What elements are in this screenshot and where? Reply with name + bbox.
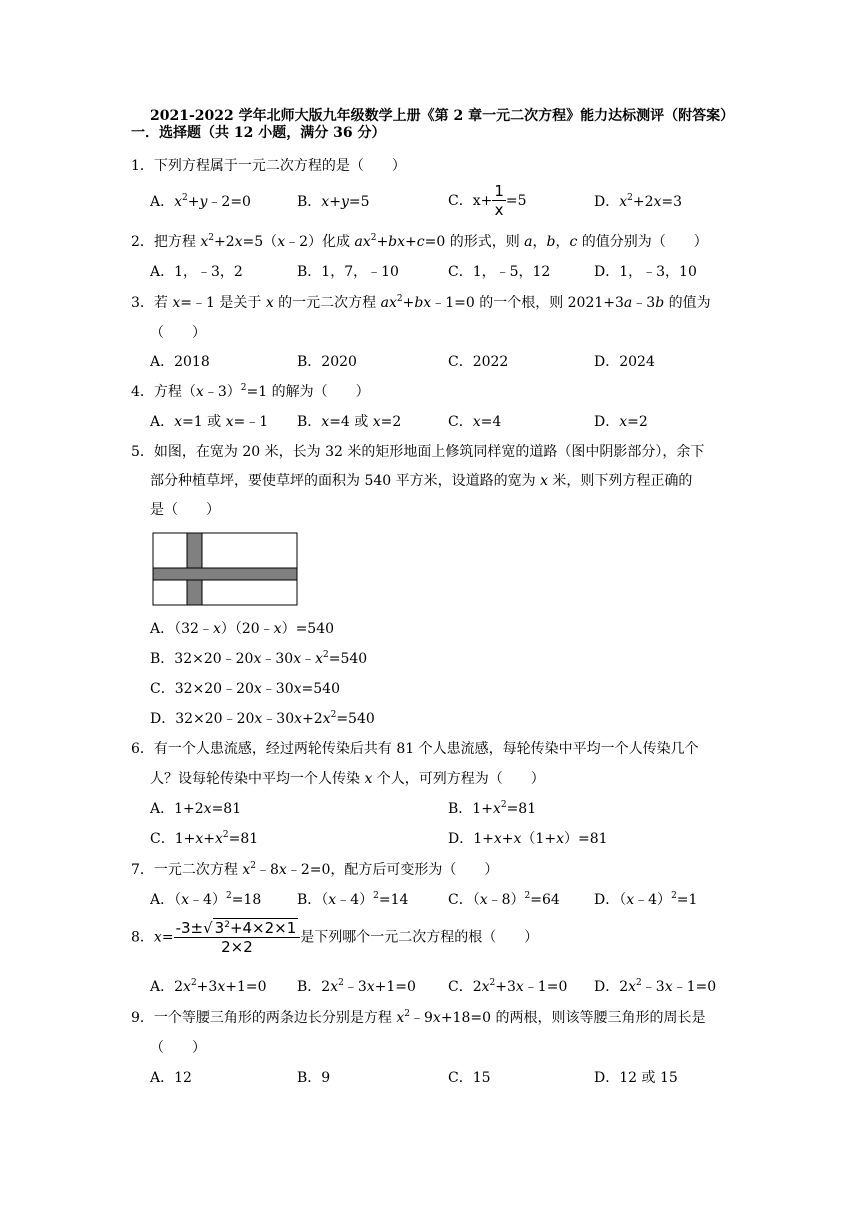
question-5-stem-cont: 部分种植草坪，要使草坪的面积为 540 平方米，设道路的宽为 x 米，则下列方程正确的 bbox=[150, 473, 693, 489]
q7-option-b: B．（x﹣4）$^2$=14 bbox=[297, 891, 409, 908]
question-8-stem: 8．x= $\frac{-3\pm√ 3^2+4\times 2\times 1}{2\times 2}$ 是下列哪个一元二次方程的根（ ） bbox=[131, 919, 539, 956]
question-5-stem-end: 是（ ） bbox=[150, 502, 220, 518]
q4-option-c: C．x=4 bbox=[448, 414, 502, 430]
q4-option-b: B．x=4 或 x=2 bbox=[297, 414, 402, 430]
q8-option-b: B．$2x^2﹣3x+1=0$ bbox=[297, 978, 416, 995]
question-3-stem: 3．若 x=﹣1 是关于 x 的一元二次方程 $ax^2+bx﹣1=0$ 的一个根，则 2021+3a﹣3b 的值为 bbox=[131, 294, 711, 311]
road-diagram bbox=[152, 532, 299, 607]
question-1-stem: 1．下列方程属于一元二次方程的是（ ） bbox=[131, 158, 406, 174]
q2-option-d: D．1，﹣3，10 bbox=[594, 264, 697, 280]
question-5-stem: 5．如图，在宽为 20 米，长为 32 米的矩形地面上修筑同样宽的道路（图中阴影部分），余下 bbox=[131, 444, 705, 460]
q4-option-d: D．x=2 bbox=[594, 414, 648, 430]
q5-option-c: C．32×20﹣20x﹣30x=540 bbox=[150, 681, 340, 697]
q9-option-d: D．12 或 15 bbox=[594, 1070, 678, 1086]
q2-option-b: B．1，7，﹣10 bbox=[297, 264, 399, 280]
question-4-stem: 4．方程（x﹣3）$^2$=1 的解为（ ） bbox=[131, 383, 370, 400]
q1-option-c: C．x+ $\frac{1}{x}$ =5 bbox=[448, 182, 527, 219]
q2-option-a: A．1，﹣3，2 bbox=[150, 264, 243, 280]
q7-option-d: D．（x﹣4）$^2$=1 bbox=[594, 891, 698, 908]
q3-option-b: B．2020 bbox=[297, 354, 357, 370]
horizontal-road bbox=[153, 568, 297, 580]
section-heading: 一．选择题（共 12 小题，满分 36 分） bbox=[131, 125, 386, 141]
question-7-stem: 7．一元二次方程 $x^2﹣8x﹣2=0$，配方后可变形为（ ） bbox=[131, 861, 499, 878]
q5-option-d: D．$32\times 20﹣20x﹣30x+2x^2=540$ bbox=[150, 710, 375, 727]
q9-option-b: B．9 bbox=[297, 1070, 331, 1086]
q9-option-c: C．15 bbox=[448, 1070, 491, 1086]
q6-option-b: B．$1+x^2=81$ bbox=[448, 800, 537, 817]
q8-option-a: A．$2x^2+3x+1=0$ bbox=[150, 978, 267, 995]
q5-option-a: A．（32﹣x）（20﹣x）=540 bbox=[150, 621, 335, 637]
q8-option-c: C．$2x^2+3x﹣1=0$ bbox=[448, 978, 568, 995]
q6-option-c: C．$1+x+x^2=81$ bbox=[150, 830, 259, 847]
question-3-stem-cont: （ ） bbox=[150, 325, 206, 341]
q8-option-d: D．$2x^2﹣3x﹣1=0$ bbox=[594, 978, 717, 995]
q4-option-a: A．x=1 或 x=﹣1 bbox=[150, 414, 269, 430]
q9-option-a: A．12 bbox=[150, 1070, 192, 1086]
q1-option-d: D．$x^2+2x=3$ bbox=[594, 193, 683, 210]
q7-option-c: C．（x﹣8）$^2$=64 bbox=[448, 891, 560, 908]
q6-option-a: A．1+2x=81 bbox=[150, 801, 242, 817]
q3-option-d: D．2024 bbox=[594, 354, 655, 370]
question-6-stem-cont: 人？设每轮传染中平均一个人传染 x 个人，可列方程为（ ） bbox=[150, 771, 545, 787]
quadratic-formula-fraction: $\frac{-3\pm√ 3^2+4\times 2\times 1}{2\times 2}$ bbox=[174, 919, 301, 956]
q3-option-a: A．2018 bbox=[150, 354, 210, 370]
question-9-stem-cont: （ ） bbox=[150, 1040, 206, 1056]
document-title: 2021-2022 学年北师大版九年级数学上册《第 2 章一元二次方程》能力达标测评（附答案） bbox=[150, 108, 735, 124]
q1-option-b: B．x+y=5 bbox=[297, 194, 370, 210]
fraction: $\frac{1}{x}$ bbox=[494, 182, 504, 219]
question-2-stem: 2．把方程 $x^2+2x=5(x﹣2)$化成 $ax^2+bx+c=0$ 的形式，则 a，b，c 的值分别为（ ） bbox=[131, 233, 708, 250]
q1-option-a: A．$x^2+y﹣2=0$ bbox=[150, 193, 251, 210]
q7-option-a: A．（x﹣4）$^2$=18 bbox=[150, 891, 262, 908]
question-6-stem: 6．有一个人患流感，经过两轮传染后共有 81 个人患流感，每轮传染中平均一个人传染几个 bbox=[131, 741, 699, 757]
q6-option-d: D．1+x+x（1+x）=81 bbox=[448, 831, 608, 847]
q3-option-c: C．2022 bbox=[448, 354, 509, 370]
q2-option-c: C．1，﹣5，12 bbox=[448, 264, 551, 280]
q5-option-b: B．$32\times 20﹣20x﹣30x﹣x^2=540$ bbox=[150, 650, 368, 667]
question-9-stem: 9．一个等腰三角形的两条边长分别是方程 $x^2﹣9x+18=0$ 的两根，则该等腰三角形的周长是 bbox=[131, 1009, 706, 1026]
